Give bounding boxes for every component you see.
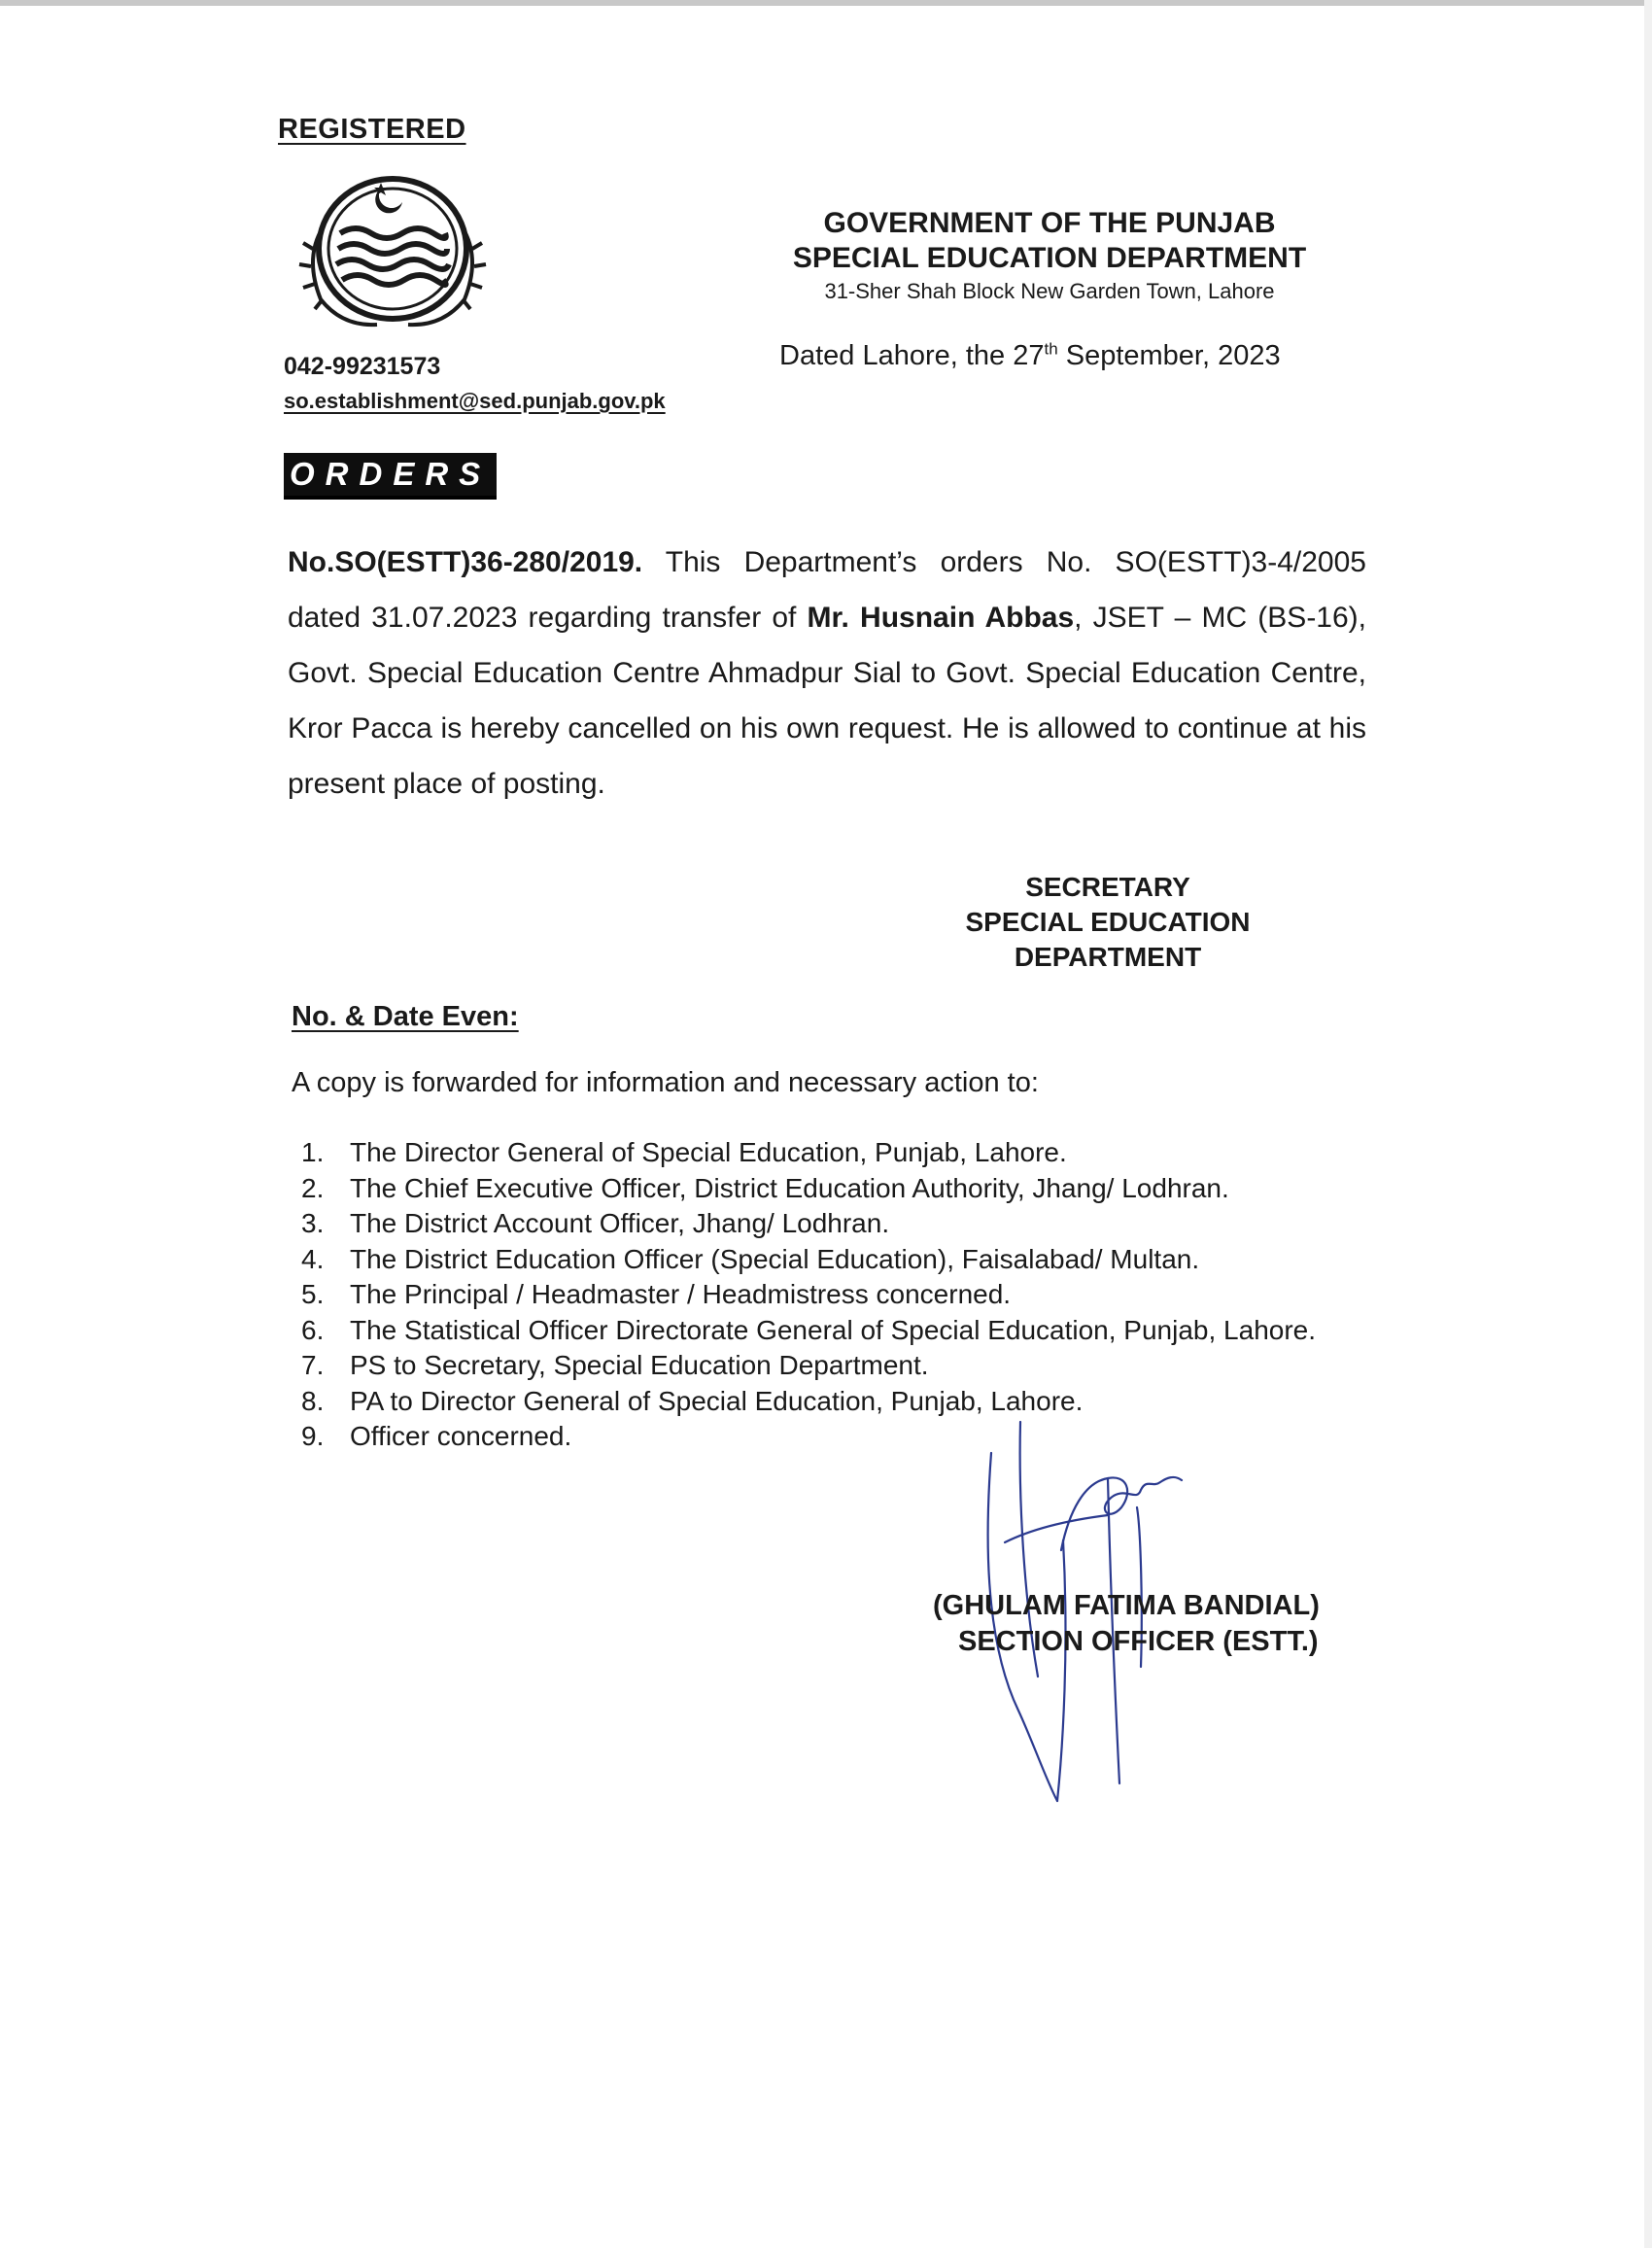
list-item-number: 9. [301,1421,325,1451]
phone-number: 042-99231573 [284,353,441,380]
registered-label: REGISTERED [278,114,466,145]
secretary-line-2: SPECIAL EDUCATION [965,907,1251,937]
list-item-text: PA to Director General of Special Education, Punjab, Lahore. [350,1385,1084,1416]
distribution-list [301,1135,1370,1455]
signatory-name: (GHULAM FATIMA BANDIAL) [933,1590,1320,1621]
reference-number: No.SO(ESTT)36-280/2019. [288,546,643,578]
no-date-even-heading: No. & Date Even: [292,1001,519,1032]
list-item-text: The Principal / Headmaster / Headmistress concerned. [350,1279,1012,1309]
list-item-number: 1. [301,1137,325,1167]
person-name: Mr. Husnain Abbas [807,602,1075,634]
list-item-text: The District Education Officer (Special Education), Faisalabad/ Multan. [350,1243,1200,1274]
secretary-block [913,870,1302,975]
list-item-text: The Statistical Officer Directorate General of Special Education, Punjab, Lahore. [350,1314,1317,1345]
secretary-line-1: SECRETARY [1025,872,1190,902]
department-title: SPECIAL EDUCATION DEPARTMENT [792,242,1307,274]
list-item-text: Officer concerned. [350,1421,572,1451]
list-item-number: 5. [301,1279,325,1309]
date-suffix: September, 2023 [1057,340,1281,371]
order-text-part-1: This Department’s orders No. SO(ESTT)3-4/2005 dated 31.07.2023 regarding transfer of [288,546,1366,634]
list-item-text: The Director General of Special Education, Punjab, Lahore. [350,1137,1067,1167]
signatory-designation: SECTION OFFICER (ESTT.) [958,1626,1319,1657]
list-item-number: 2. [301,1172,325,1203]
list-item-number: 6. [301,1314,325,1345]
government-title: GOVERNMENT OF THE PUNJAB [823,207,1276,239]
list-item-number: 4. [301,1243,325,1274]
department-address: 31-Sher Shah Block New Garden Town, Lahore [824,279,1275,303]
scan-top-edge [0,0,1652,6]
list-item [301,1348,1370,1384]
orders-heading: ORDERS [284,453,497,500]
date-ordinal: th [1044,339,1058,359]
list-item-text: PS to Secretary, Special Education Department. [350,1350,929,1380]
list-item [301,1171,1370,1207]
punjab-emblem-icon [292,173,494,336]
secretary-line-3: DEPARTMENT [1014,942,1202,972]
list-item [301,1242,1370,1278]
list-item [301,1277,1370,1313]
list-item-text: The Chief Executive Officer, District Education Authority, Jhang/ Lodhran. [350,1172,1229,1203]
list-item [301,1313,1370,1349]
order-text-part-2: , JSET – MC (BS-16), Govt. Special Education Centre Ahmadpur Sial to Govt. Special Education Centre, Kror Pacca is hereby cancelled on his own request. He is allowed to continue at his present place of posting. [288,602,1367,800]
date-prefix: Dated Lahore, the 27 [779,340,1045,371]
date-line [779,340,1281,372]
list-item-number: 3. [301,1208,325,1238]
signatory-block [933,1588,1380,1660]
order-paragraph [288,535,1366,812]
list-item-number: 8. [301,1385,325,1416]
list-item [301,1206,1370,1242]
email-address: so.establishment@sed.punjab.gov.pk [284,389,666,413]
list-item [301,1135,1370,1171]
forwarding-intro: A copy is forwarded for information and necessary action to: [292,1067,1039,1098]
list-item-text: The District Account Officer, Jhang/ Lodhran. [350,1208,890,1238]
list-item-number: 7. [301,1350,325,1380]
scan-right-edge [1644,0,1652,2248]
